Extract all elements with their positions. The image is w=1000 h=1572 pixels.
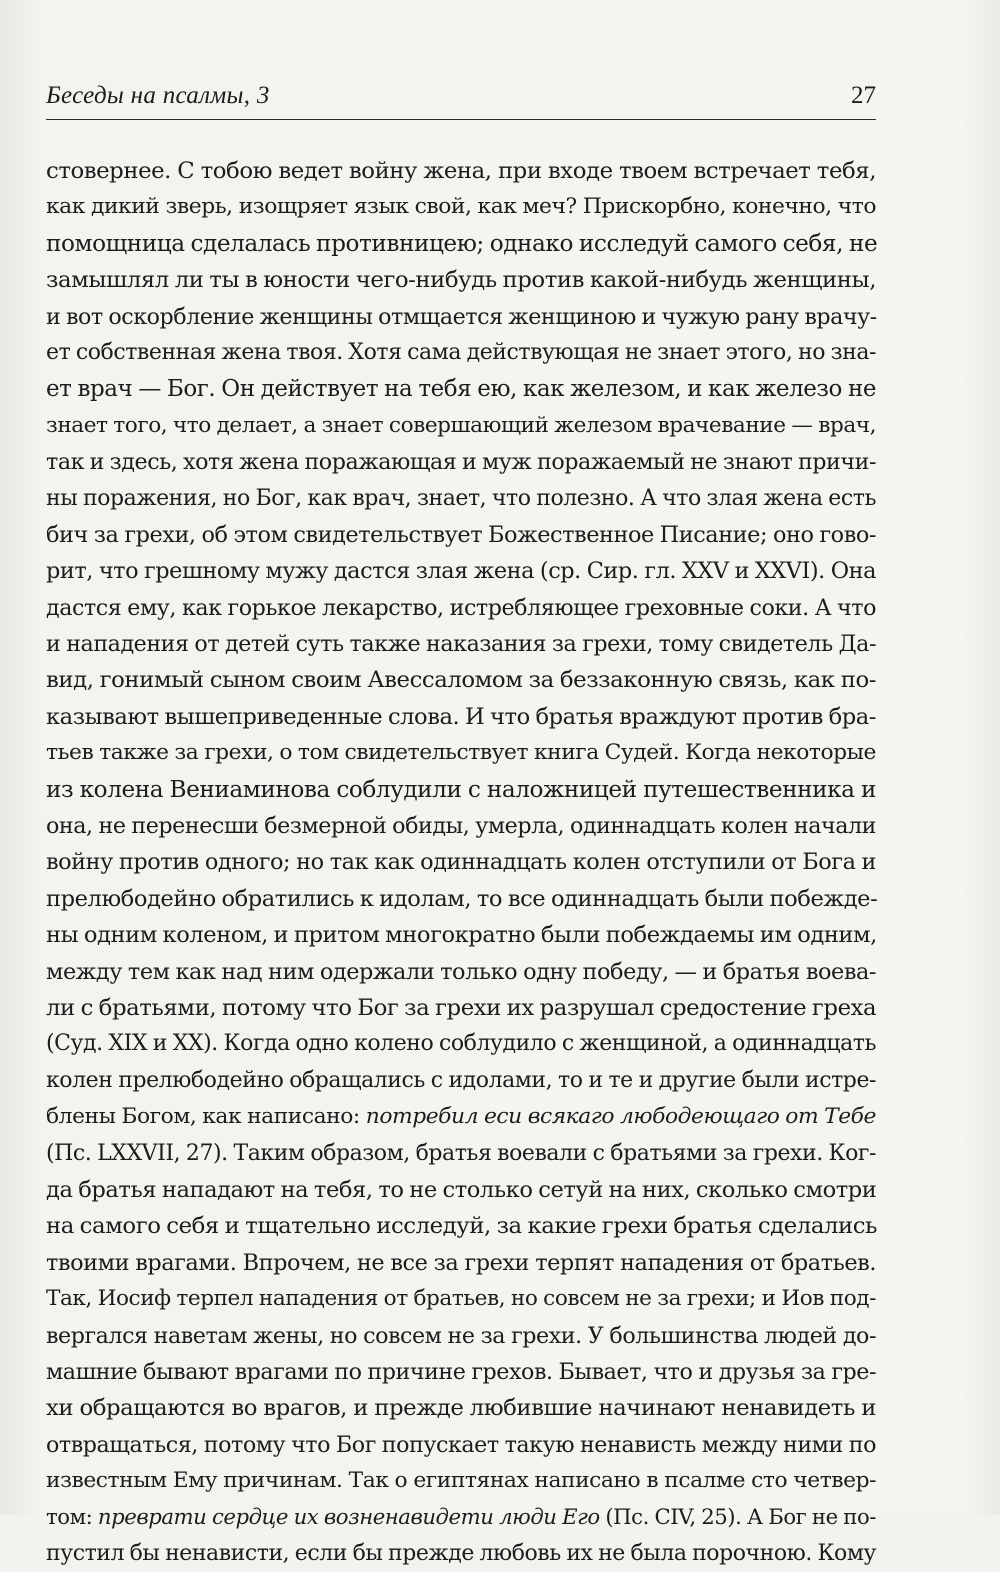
text-line: замышлял ли ты в юности чего-нибудь против какой-нибудь женщины, xyxy=(46,267,876,294)
text-line: отвращаться, потому что Бог попускает такую ненависть между ними по xyxy=(46,1431,876,1458)
page-header xyxy=(46,78,876,114)
text-line: ет врач — Бог. Он действует на тебя ею, как железом, и как железо не xyxy=(46,376,876,403)
text-line: тьев также за грехи, о том свидетельствует книга Судей. Когда некоторые xyxy=(46,740,876,766)
text-line: знает того, что делает, а знает совершающий железом врачевание — врач, xyxy=(46,412,876,438)
running-title: Беседы на псалмы, 3 xyxy=(46,82,270,109)
text-line: (Суд. XIX и XX). Когда одно колено соблудило с женщиной, а одиннадцать xyxy=(46,1031,876,1057)
text-line: да братья нападают на тебя, то не столько сетуй на них, сколько смотри xyxy=(46,1176,877,1203)
text-line: между тем как над ним одержали только одну победу, — и братья воева- xyxy=(46,958,876,985)
text-segment: блены Богом, как написано: xyxy=(46,1104,366,1130)
text-line: твоими врагами. Впрочем, не все за грехи терпят нападения от братьев. xyxy=(46,1249,876,1276)
text-line-with-quote xyxy=(46,1099,876,1135)
text-line: вергался наветам жены, но совсем не за грехи. У большинства людей до- xyxy=(46,1322,876,1349)
header-rule xyxy=(46,119,876,120)
text-line: известным Ему причинам. Так о египтянах написано в псалме сто четвер- xyxy=(46,1468,876,1494)
text-line: ли с братьями, потому что Бог за грехи их разрушал средостение греха xyxy=(46,994,877,1021)
text-line: хи обращаются во врагов, и прежде любившие начинают ненавидеть и xyxy=(46,1395,876,1422)
text-line: казывают вышеприведенные слова. И что братья враждуют против бра- xyxy=(46,703,876,730)
text-line: помощница сделалась противницею; однако исследуй самого себя, не xyxy=(46,229,878,257)
text-line: бич за грехи, об этом свидетельствует Божественное Писание; оно гово- xyxy=(46,521,876,548)
text-line: и нападения от детей суть также наказания за грехи, тому свидетель Да- xyxy=(46,631,876,658)
scripture-quote: преврати сердце их возненавидети люди Его xyxy=(97,1504,600,1530)
text-line: рит, что грешному мужу дастся злая жена (ср. Сир. гл. XXV и XXVI). Она xyxy=(46,558,876,585)
text-line: ны одним коленом, и притом многократно были побеждаемы им одним, xyxy=(46,922,877,949)
text-line: так и здесь, хотя жена поражающая и муж поражаемый не знают причи- xyxy=(46,449,876,476)
text-line: на самого себя и тщательно исследуй, за какие грехи братья сделались xyxy=(46,1213,878,1240)
text-line: прелюбодейно обратились к идолам, то все одиннадцать были побежде- xyxy=(46,885,878,912)
text-line: как дикий зверь, изощряет язык свой, как меч? Прискорбно, конечно, что xyxy=(46,194,876,220)
text-line: машние бывают врагами по причине грехов. Бывает, что и друзья за гре- xyxy=(46,1358,876,1385)
text-line-with-quote xyxy=(46,1499,876,1535)
text-line: дастся ему, как горькое лекарство, истребляющее греховные соки. А что xyxy=(46,594,876,621)
text-segment: том: xyxy=(46,1504,98,1530)
text-line: она, не перенесши безмерной обиды, умерла, одиннадцать колен начали xyxy=(46,813,876,840)
text-line: и вот оскорбление женщины отмщается женщиною и чужую рану врачу- xyxy=(46,303,877,330)
text-line: вид, гонимый сыном своим Авессаломом за беззаконную связь, как по- xyxy=(46,667,876,694)
scripture-quote: потребил еси всякаго любодеющаго от Тебе xyxy=(365,1104,876,1130)
body-text xyxy=(46,153,876,1572)
text-line: Так, Иосиф терпел нападения от братьев, но совсем не за грехи; и Иов под- xyxy=(46,1286,876,1312)
text-line: ет собственная жена твоя. Хотя сама действующая не знает этого, но зна- xyxy=(46,339,876,365)
text-line: ны поражения, но Бог, как врач, знает, что полезно. А что злая жена есть xyxy=(46,485,876,511)
text-line: (Пс. LXXVII, 27). Таким образом, братья воевали с братьями за грехи. Ког- xyxy=(46,1140,876,1166)
text-line: войну против одного; но так как одиннадцать колен отступили от Бога и xyxy=(46,849,876,876)
text-line: стовернее. С тобою ведет войну жена, при входе твоем встречает тебя, xyxy=(46,158,876,184)
text-line: колен прелюбодейно обращались с идолами, то и те и другие были истре- xyxy=(46,1067,876,1093)
text-segment: (Пс. CIV, 25). А Бог не по- xyxy=(599,1504,876,1530)
text-line: пустил бы ненависти, если бы прежде любовь их не была порочною. Кому xyxy=(46,1540,876,1566)
page-number: 27 xyxy=(851,82,876,109)
text-line: из колена Вениаминова соблудили с наложницей путешественника и xyxy=(46,775,876,803)
